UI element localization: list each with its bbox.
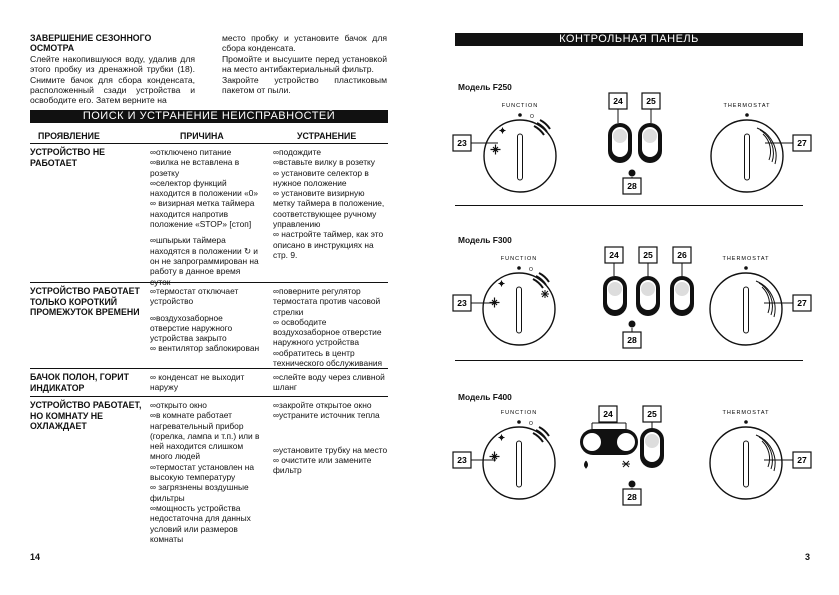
intro-text-2c: Закройте устройство пластиковым пакетом от пыли. <box>222 74 387 96</box>
symptom-text: БАЧОК ПОЛОН, ГОРИТ ИНДИКАТОР <box>30 372 129 393</box>
mode-button-25[interactable] <box>636 276 660 316</box>
remedy-item: ∞ установите визирную метку таймера в положение, соответствующее ручному управлению <box>273 188 385 230</box>
row-divider <box>30 396 388 397</box>
thermostat-label: THERMOSTAT <box>723 103 771 109</box>
function-label: FUNCTION <box>500 410 538 416</box>
f400-diagram <box>453 406 811 505</box>
table-row-remedies <box>273 372 388 393</box>
callout-25-label: 25 <box>643 250 653 260</box>
cause-item: ∞шпырьки таймера находятся в положении ↻ и он не запрограммирован на работу в данное время суток <box>150 235 259 287</box>
row-divider <box>30 282 388 283</box>
callout-24-label: 24 <box>603 409 613 419</box>
remedy-item: ∞обратитесь в центр технического обслуживания <box>273 347 383 369</box>
mode-button-25[interactable] <box>640 428 664 468</box>
seasonal-check-heading: ЗАВЕРШЕНИЕ СЕЗОННОГО ОСМОТРА <box>30 33 152 54</box>
tank-full-indicator <box>629 170 636 177</box>
remedy-item: ∞ очистите или замените фильтр <box>273 454 372 476</box>
zero-mark: O <box>529 421 533 427</box>
troubleshoot-title: ПОИСК И УСТРАНЕНИЕ НЕИСПРАВНОСТЕЙ <box>82 110 336 122</box>
troubleshoot-title-bar <box>30 110 388 123</box>
model-label-f250: Модель F250 <box>458 82 512 92</box>
table-row-symptom <box>30 147 140 168</box>
remedy-item: ∞слейте воду через сливной шланг <box>273 372 385 393</box>
symptom-text: УСТРОЙСТВО НЕ РАБОТАЕТ <box>30 147 106 168</box>
page-number-left: 14 <box>30 552 41 562</box>
table-row-symptom <box>30 286 145 318</box>
zero-mark: O <box>529 267 533 273</box>
remedy-item: ∞ установите селектор в нужное положение <box>273 167 369 188</box>
table-row-remedies <box>273 400 388 475</box>
callout-27-label: 27 <box>797 455 807 465</box>
remedy-item: ∞устраните источник тепла <box>273 410 380 421</box>
zero-mark: O <box>530 114 534 120</box>
cause-item: ∞термостат установлен на высокую температуру <box>150 461 255 483</box>
col-header-remedy: УСТРАНЕНИЕ <box>297 131 357 141</box>
remedy-item: ∞ освободите воздухозаборное отверстие наружного устройства <box>273 316 382 348</box>
intro-text-1: Слейте накопившуюся воду, удалив для этого пробку из дренажной трубки (18). Снимите бачок для сбора конденсата, расположенный сзади устройства и освободите его. Затем верните на <box>30 53 195 106</box>
callout-28-label: 28 <box>627 335 637 345</box>
remedy-item: ∞поверните регулятор термостата против часовой стрелки <box>273 286 381 317</box>
thermostat-dial[interactable] <box>710 266 782 345</box>
cause-item: ∞вилка не вставлена в розетку <box>150 157 240 178</box>
row-divider <box>30 368 388 369</box>
control-panel-title: КОНТРОЛЬНАЯ ПАНЕЛЬ <box>559 33 699 45</box>
cause-item: ∞воздухозаборное отверстие наружного устройства закрыто <box>150 312 233 344</box>
tank-full-indicator <box>629 321 636 328</box>
function-dial[interactable] <box>483 266 555 345</box>
callout-28-label: 28 <box>627 181 637 191</box>
right-page <box>420 0 839 595</box>
mode-button-25[interactable] <box>638 123 662 163</box>
remedy-item: ∞установите трубку на место <box>273 444 388 455</box>
thermostat-label: THERMOSTAT <box>722 256 770 262</box>
remedy-item: ∞подождите <box>273 147 321 157</box>
cause-item: ∞термостат отключает устройство <box>150 286 239 307</box>
cause-item: ∞в комнате работает нагревательный прибор (горелка, лампа и т.п.) или в ней находится слишком много людей <box>150 410 260 462</box>
table-header-divider <box>30 143 388 144</box>
callout-23-label: 23 <box>457 455 467 465</box>
control-panel-diagrams <box>420 0 839 595</box>
thermostat-label: THERMOSTAT <box>722 410 770 416</box>
callout-25-label: 25 <box>646 96 656 106</box>
table-row-causes <box>150 400 263 544</box>
table-row-causes <box>150 286 263 354</box>
table-row-symptom <box>30 400 145 432</box>
snowflake-icon <box>622 461 630 467</box>
callout-23-label: 23 <box>457 138 467 148</box>
remedy-item: ∞ настройте таймер, как это описано в инструкциях на стр. 9. <box>273 229 384 260</box>
table-row-causes <box>150 372 263 393</box>
tank-full-indicator <box>629 481 636 488</box>
table-row-remedies <box>273 286 388 368</box>
f300-diagram <box>453 247 811 348</box>
mode-button-24[interactable] <box>608 123 632 163</box>
mode-button-24[interactable] <box>603 276 627 316</box>
symptom-text: УСТРОЙСТВО РАБОТАЕТ, НО КОМНАТУ НЕ ОХЛАЖДАЕТ <box>30 400 142 432</box>
table-row-symptom <box>30 372 145 393</box>
cause-item: ∞ загрязнены воздушные фильтры <box>150 482 249 503</box>
cause-item: ∞мощность устройства недостаточна для данных условий или размеров комнаты <box>150 502 251 544</box>
remedy-item: ∞закройте открытое окно <box>273 400 372 410</box>
callout-27-label: 27 <box>797 298 807 308</box>
col-header-cause: ПРИЧИНА <box>180 131 224 141</box>
cause-item: ∞селектор функций находится в положении «0» <box>150 177 259 199</box>
callout-28-label: 28 <box>627 492 637 502</box>
callout-26-label: 26 <box>677 250 687 260</box>
intro-text-2a: место пробку и установите бачок для сбора конденсата. <box>222 33 387 54</box>
function-label: FUNCTION <box>501 103 539 109</box>
model-label-f400: Модель F400 <box>458 392 512 402</box>
drop-icon <box>585 461 588 468</box>
callout-25-label: 25 <box>647 409 657 419</box>
table-row-causes <box>150 147 263 287</box>
callout-27-label: 27 <box>797 138 807 148</box>
intro-text-2b: Промойте и высушите перед установкой на место антибактериальный фильтр. <box>222 53 387 75</box>
thermostat-dial[interactable] <box>711 113 783 192</box>
intro-column-2 <box>222 33 387 95</box>
model-label-f300: Модель F300 <box>458 235 512 245</box>
table-row-remedies <box>273 147 388 260</box>
cause-item: ∞ вентилятор заблокирован <box>150 343 260 354</box>
function-dial[interactable] <box>484 113 556 192</box>
function-label: FUNCTION <box>500 256 538 262</box>
cause-item: ∞ визирная метка таймера находится напротив положение «STOP» [стоп] <box>150 198 255 230</box>
callout-23-label: 23 <box>457 298 467 308</box>
remedy-item: ∞вставьте вилку в розетку <box>273 157 375 168</box>
mode-button-26[interactable] <box>670 276 694 316</box>
symptom-text: УСТРОЙСТВО РАБОТАЕТ ТОЛЬКО КОРОТКИЙ ПРОМЕЖУТОК ВРЕМЕНИ <box>30 286 140 318</box>
col-header-symptom: ПРОЯВЛЕНИЕ <box>38 131 100 141</box>
cause-item: ∞открыто окно <box>150 400 207 410</box>
page-number-right: 3 <box>805 552 811 562</box>
cause-item: ∞отключено питание <box>150 147 232 157</box>
intro-column-1 <box>30 33 195 106</box>
cause-item: ∞ конденсат не выходит наружу <box>150 372 245 393</box>
callout-24-label: 24 <box>609 250 619 260</box>
callout-24-label: 24 <box>613 96 623 106</box>
f250-diagram <box>453 93 811 194</box>
